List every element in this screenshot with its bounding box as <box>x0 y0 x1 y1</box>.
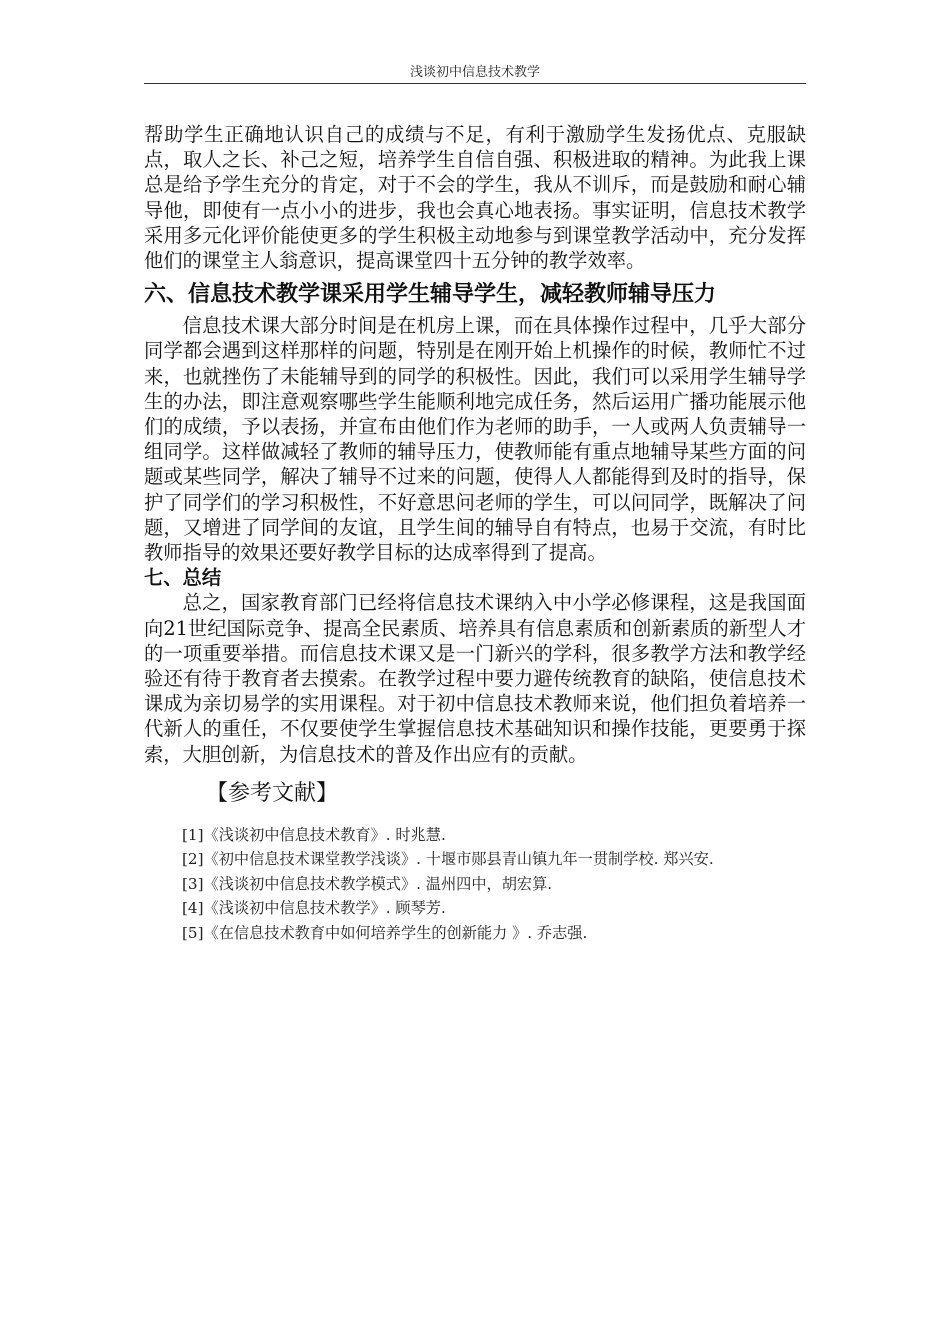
section-6-paragraph: 信息技术课大部分时间是在机房上课，而在具体操作过程中，几乎大部分同学都会遇到这样那样的问题，特别是在刚开始上机操作的时候，教师忙不过来，也就挫伤了未能辅导到的同学的积极性。因此，我们可以采用学生辅导学生的办法，即注意观察哪些学生能顺利地完成任务，然后运用广播功能展示他们的成绩，予以表扬，并宣布由他们作为老师的助手，一人或两人负责辅导一组同学。这样做减轻了教师的辅导压力，使教师能有重点地辅导某些方面的问题或某些同学，解决了辅导不过来的问题，使得人人都能得到及时的指导，保护了同学们的学习积极性，不好意思问老师的学生，可以问同学，既解决了问题，又增进了同学间的友谊，且学生间的辅导自有特点，也易于交流，有时比教师指导的效果还要好教学目标的达成率得到了提高。 <box>144 314 806 565</box>
reference-item: [1]《浅谈初中信息技术教育》. 时兆慧. <box>182 825 446 844</box>
reference-item: [2]《初中信息技术课堂教学浅谈》. 十堰市郧县青山镇九年一贯制学校. 郑兴安. <box>182 850 714 869</box>
section-6-heading: 六、信息技术教学课采用学生辅导学生，减轻教师辅导压力 <box>144 281 717 308</box>
references-list <box>144 823 806 946</box>
section-7-paragraph: 总之，国家教育部门已经将信息技术课纳入中小学必修课程，这是我国面向21世纪国际竞争、提高全民素质、培养具有信息素质和创新素质的新型人才的一项重要举措。而信息技术课又是一门新兴的学科，很多教学方法和教学经验还有待于教育者去摸索。在教学过程中要力避传统教育的缺陷，使信息技术课成为亲切易学的实用课程。对于初中信息技术教师来说，他们担负着培养一代新人的重任，不仅要使学生掌握信息技术基础知识和操作技能，更要勇于探索，大胆创新，为信息技术的普及作出应有的贡献。 <box>144 591 806 766</box>
references-title: 【参考文献】 <box>206 780 339 806</box>
intro-paragraph: 帮助学生正确地认识自己的成绩与不足，有利于激励学生发扬优点、克服缺点，取人之长、补己之短，培养学生自信自强、积极进取的精神。为此我上课总是给予学生充分的肯定，对于不会的学生，我从不训斥，而是鼓励和耐心辅导他，即使有一点小小的进步，我也会真心地表扬。事实证明，信息技术教学采用多元化评价能使更多的学生积极主动地参与到课堂教学活动中，充分发挥他们的课堂主人翁意识，提高课堂四十五分钟的教学效率。 <box>144 123 806 273</box>
reference-item: [5]《在信息技术教育中如何培养学生的创新能力 》. 乔志强. <box>182 923 588 942</box>
section-7-heading: 七、总结 <box>144 566 222 590</box>
document-body <box>144 122 806 945</box>
header-divider <box>144 83 806 84</box>
reference-item: [4]《浅谈初中信息技术教学》. 顾琴芳. <box>182 899 446 918</box>
running-header: 浅谈初中信息技术教学 <box>409 65 540 80</box>
reference-item: [3]《浅谈初中信息技术教学模式》. 温州四中，胡宏算. <box>182 874 553 893</box>
